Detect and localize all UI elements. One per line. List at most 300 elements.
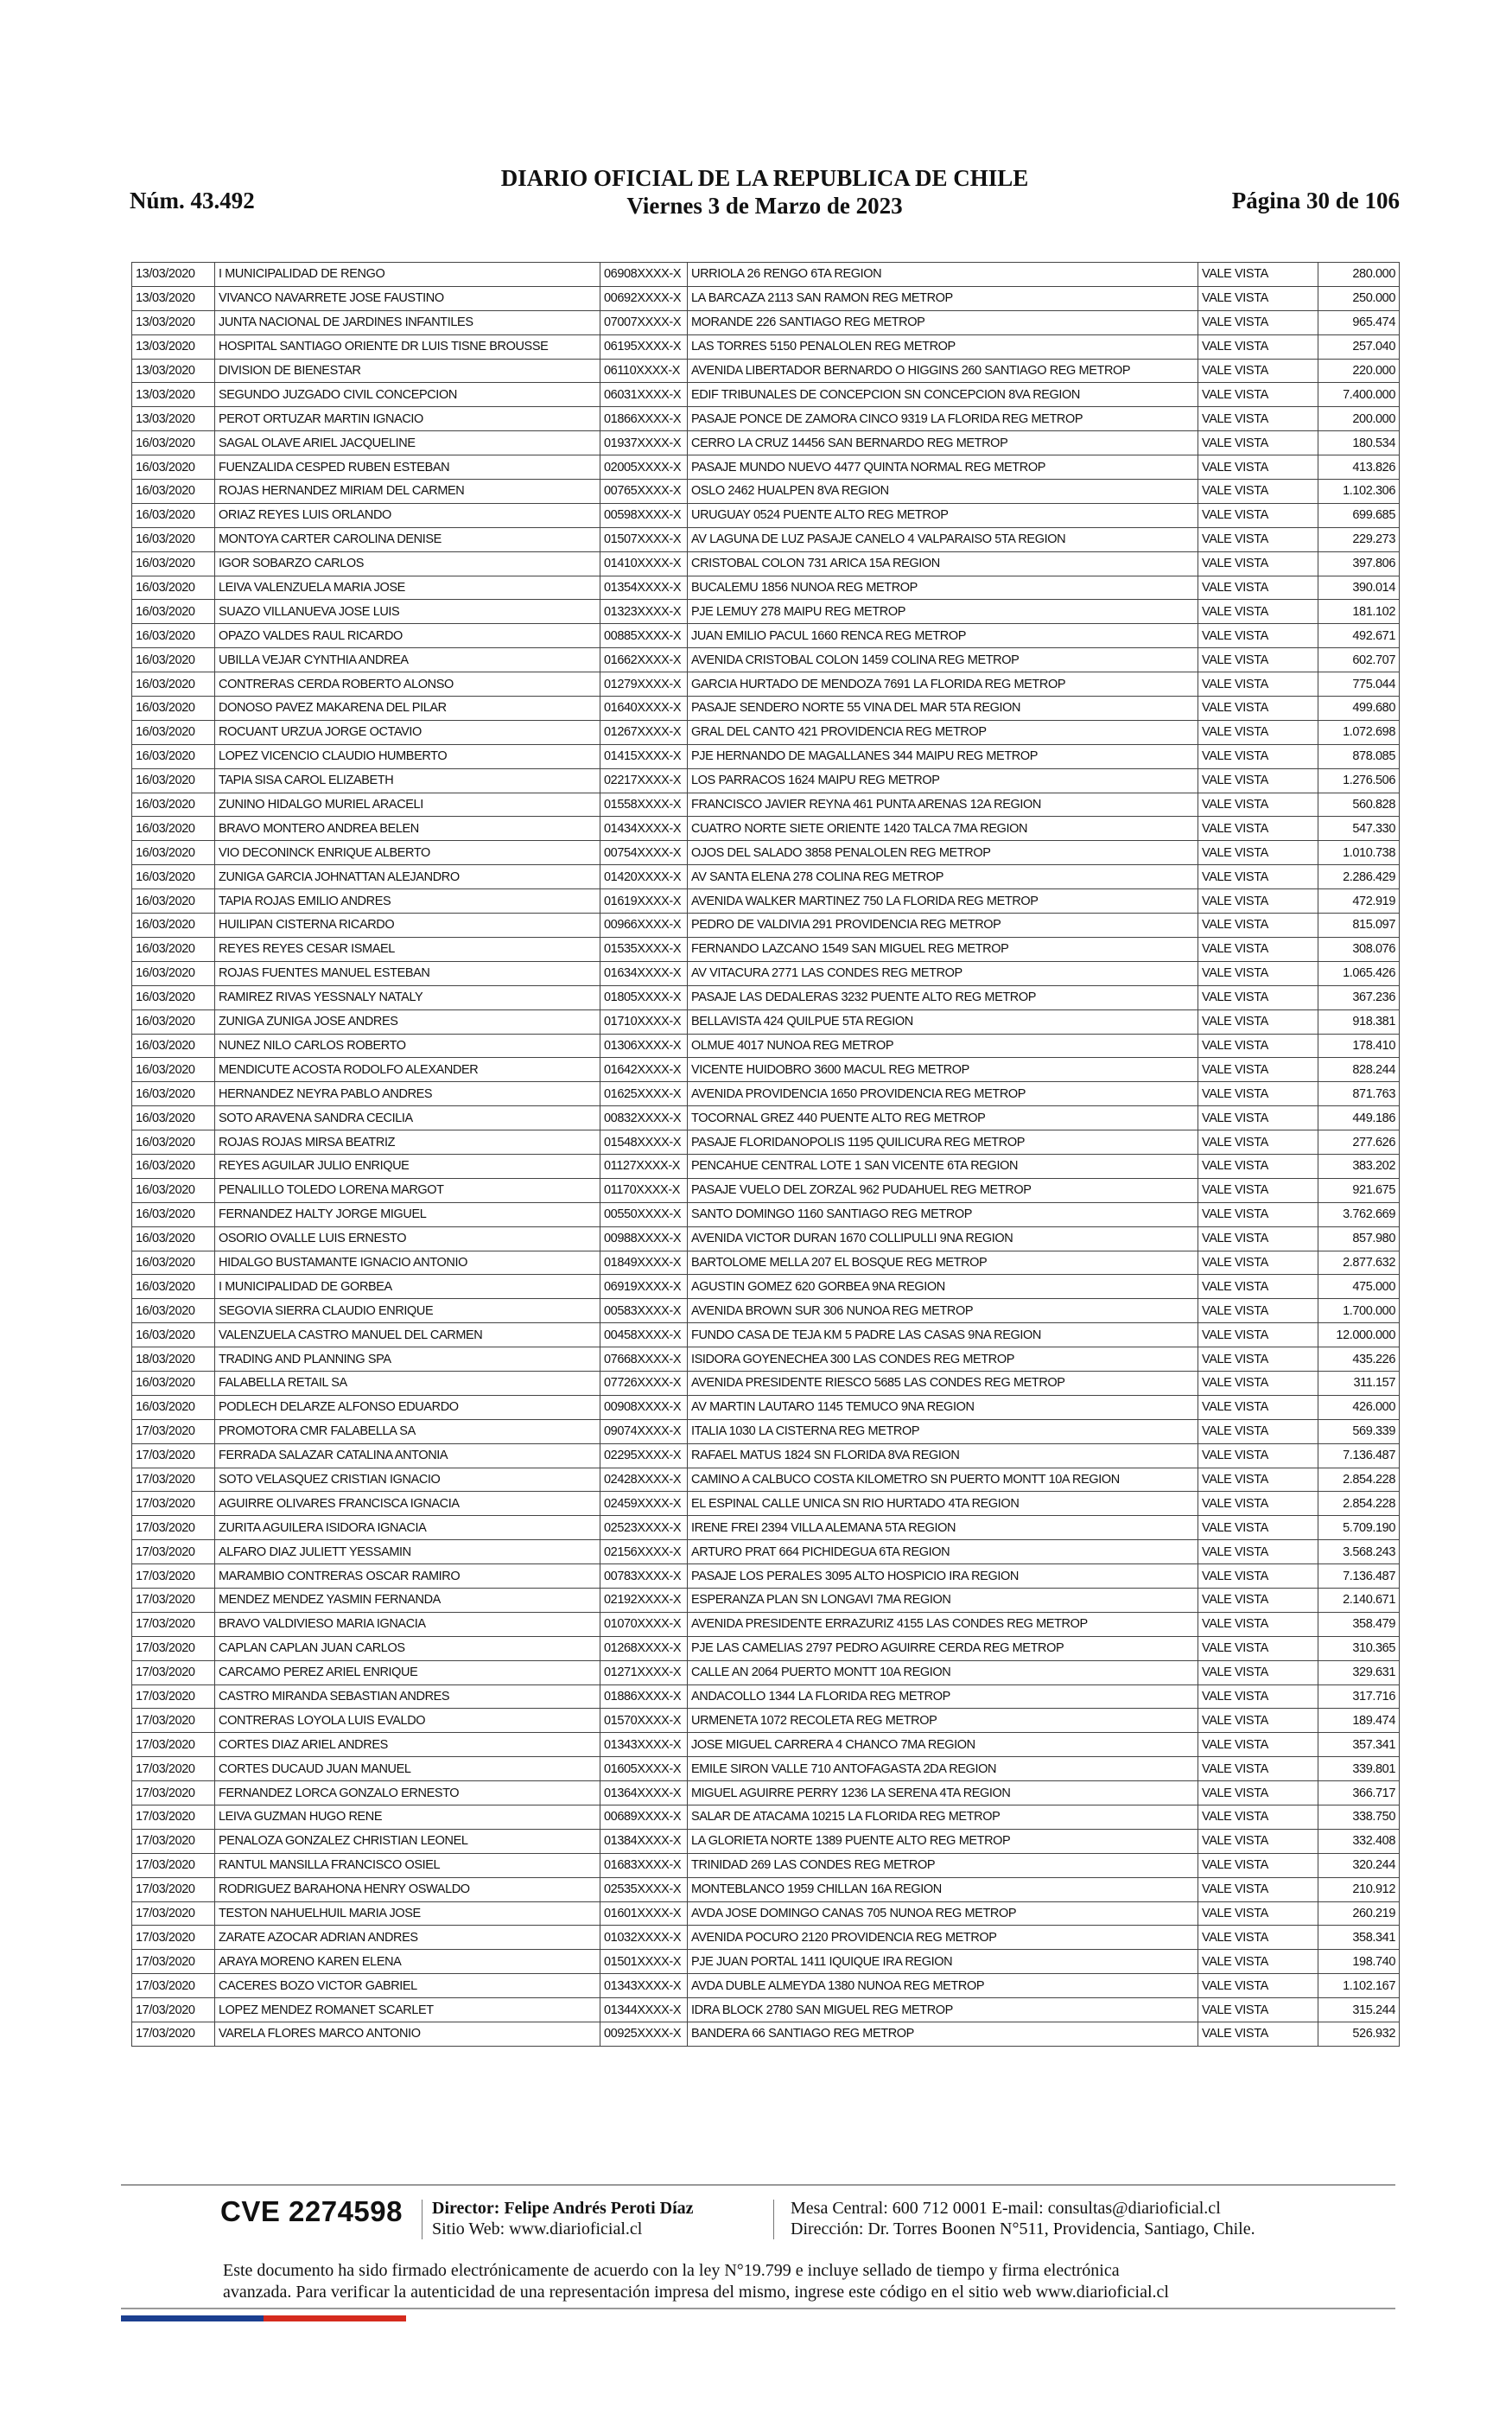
- cell-beneficiary: TAPIA ROJAS EMILIO ANDRES: [215, 889, 600, 914]
- table-row: [132, 1636, 1400, 1660]
- cell-amount: 1.102.167: [1318, 1974, 1400, 1998]
- table-row: [132, 1009, 1400, 1034]
- cell-rut: 01937XXXX-X: [600, 431, 688, 455]
- cell-date: 17/03/2020: [132, 2022, 215, 2047]
- cell-address: AVENIDA POCURO 2120 PROVIDENCIA REG METROP: [688, 1926, 1198, 1950]
- signature-notice-line: avanzada. Para verificar la autenticidad de una representación impresa del mismo, ingrese este código en el sitio web www.diarioficial.cl: [223, 2283, 1169, 2302]
- table-row: [132, 576, 1400, 600]
- cell-address: CRISTOBAL COLON 731 ARICA 15A REGION: [688, 551, 1198, 576]
- cell-date: 16/03/2020: [132, 431, 215, 455]
- cell-amount: 918.381: [1318, 1009, 1400, 1034]
- cell-rut: 02535XXXX-X: [600, 1877, 688, 1901]
- cell-date: 16/03/2020: [132, 768, 215, 793]
- table-row: [132, 672, 1400, 697]
- footer-top-rule: [121, 2184, 1395, 2186]
- cell-instrument: VALE VISTA: [1198, 744, 1318, 768]
- cell-instrument: VALE VISTA: [1198, 985, 1318, 1009]
- table-row: [132, 648, 1400, 672]
- cell-date: 13/03/2020: [132, 286, 215, 310]
- cell-date: 17/03/2020: [132, 1612, 215, 1636]
- cell-instrument: VALE VISTA: [1198, 1082, 1318, 1106]
- cell-instrument: VALE VISTA: [1198, 1781, 1318, 1805]
- cell-rut: 01507XXXX-X: [600, 527, 688, 551]
- cell-address: PJE JUAN PORTAL 1411 IQUIQUE IRA REGION: [688, 1950, 1198, 1974]
- table-row: [132, 961, 1400, 985]
- cell-rut: 01344XXXX-X: [600, 1998, 688, 2022]
- cell-instrument: VALE VISTA: [1198, 1684, 1318, 1709]
- cell-address: ARTURO PRAT 664 PICHIDEGUA 6TA REGION: [688, 1540, 1198, 1564]
- records-table-wrapper: [131, 262, 1399, 2047]
- cell-rut: 01710XXXX-X: [600, 1009, 688, 1034]
- cell-beneficiary: HERNANDEZ NEYRA PABLO ANDRES: [215, 1082, 600, 1106]
- cell-date: 17/03/2020: [132, 1516, 215, 1540]
- cell-beneficiary: FUENZALIDA CESPED RUBEN ESTEBAN: [215, 455, 600, 480]
- cell-rut: 01548XXXX-X: [600, 1130, 688, 1155]
- cell-beneficiary: CARCAMO PEREZ ARIEL ENRIQUE: [215, 1660, 600, 1684]
- cell-address: AGUSTIN GOMEZ 620 GORBEA 9NA REGION: [688, 1275, 1198, 1299]
- cell-amount: 2.854.228: [1318, 1492, 1400, 1516]
- cell-amount: 277.626: [1318, 1130, 1400, 1155]
- cell-address: AV LAGUNA DE LUZ PASAJE CANELO 4 VALPARAISO 5TA REGION: [688, 527, 1198, 551]
- cell-rut: 01354XXXX-X: [600, 576, 688, 600]
- cell-date: 16/03/2020: [132, 1130, 215, 1155]
- cell-beneficiary: VALENZUELA CASTRO MANUEL DEL CARMEN: [215, 1323, 600, 1347]
- table-row: [132, 1660, 1400, 1684]
- table-row: [132, 1540, 1400, 1564]
- cell-amount: 260.219: [1318, 1901, 1400, 1926]
- publication-title: [130, 164, 1400, 220]
- cell-amount: 181.102: [1318, 600, 1400, 624]
- cell-beneficiary: PENALILLO TOLEDO LORENA MARGOT: [215, 1178, 600, 1202]
- table-row: [132, 889, 1400, 914]
- cell-amount: 180.534: [1318, 431, 1400, 455]
- cell-instrument: VALE VISTA: [1198, 889, 1318, 914]
- cell-amount: 397.806: [1318, 551, 1400, 576]
- table-row: [132, 1299, 1400, 1323]
- cell-beneficiary: FALABELLA RETAIL SA: [215, 1371, 600, 1395]
- table-row: [132, 1950, 1400, 1974]
- cell-amount: 332.408: [1318, 1829, 1400, 1853]
- cell-rut: 02192XXXX-X: [600, 1588, 688, 1612]
- cell-beneficiary: PEROT ORTUZAR MARTIN IGNACIO: [215, 407, 600, 431]
- cell-beneficiary: FERNANDEZ HALTY JORGE MIGUEL: [215, 1202, 600, 1226]
- cell-instrument: VALE VISTA: [1198, 1154, 1318, 1178]
- cell-rut: 01570XXXX-X: [600, 1709, 688, 1733]
- cell-date: 16/03/2020: [132, 1082, 215, 1106]
- cell-amount: 1.276.506: [1318, 768, 1400, 793]
- website[interactable]: Sitio Web: www.diarioficial.cl: [432, 2219, 643, 2238]
- cell-address: URMENETA 1072 RECOLETA REG METROP: [688, 1709, 1198, 1733]
- table-row: [132, 1395, 1400, 1419]
- cell-rut: 01601XXXX-X: [600, 1901, 688, 1926]
- cell-address: RAFAEL MATUS 1824 SN FLORIDA 8VA REGION: [688, 1443, 1198, 1468]
- cell-instrument: VALE VISTA: [1198, 1058, 1318, 1082]
- cell-address: OLMUE 4017 NUNOA REG METROP: [688, 1034, 1198, 1058]
- cell-amount: 499.680: [1318, 697, 1400, 721]
- cell-rut: 01886XXXX-X: [600, 1684, 688, 1709]
- cell-date: 13/03/2020: [132, 263, 215, 287]
- cell-date: 16/03/2020: [132, 1154, 215, 1178]
- cell-address: URRIOLA 26 RENGO 6TA REGION: [688, 263, 1198, 287]
- cell-amount: 315.244: [1318, 1998, 1400, 2022]
- table-row: [132, 1516, 1400, 1540]
- cell-amount: 965.474: [1318, 310, 1400, 334]
- cell-date: 16/03/2020: [132, 720, 215, 744]
- cell-instrument: VALE VISTA: [1198, 793, 1318, 817]
- cell-rut: 01642XXXX-X: [600, 1058, 688, 1082]
- cell-address: BANDERA 66 SANTIAGO REG METROP: [688, 2022, 1198, 2047]
- cell-beneficiary: BRAVO MONTERO ANDREA BELEN: [215, 817, 600, 841]
- cell-amount: 7.136.487: [1318, 1443, 1400, 1468]
- cell-address: CERRO LA CRUZ 14456 SAN BERNARDO REG METROP: [688, 431, 1198, 455]
- cell-beneficiary: ROJAS HERNANDEZ MIRIAM DEL CARMEN: [215, 480, 600, 504]
- cell-instrument: VALE VISTA: [1198, 1299, 1318, 1323]
- table-row: [132, 1251, 1400, 1275]
- cell-date: 13/03/2020: [132, 407, 215, 431]
- cell-instrument: VALE VISTA: [1198, 1468, 1318, 1492]
- cell-instrument: VALE VISTA: [1198, 1660, 1318, 1684]
- cell-beneficiary: HOSPITAL SANTIAGO ORIENTE DR LUIS TISNE BROUSSE: [215, 334, 600, 359]
- cell-address: EDIF TRIBUNALES DE CONCEPCION SN CONCEPCION 8VA REGION: [688, 383, 1198, 407]
- cell-beneficiary: REYES AGUILAR JULIO ENRIQUE: [215, 1154, 600, 1178]
- cell-date: 16/03/2020: [132, 1178, 215, 1202]
- cell-address: TRINIDAD 269 LAS CONDES REG METROP: [688, 1853, 1198, 1877]
- cell-beneficiary: CASTRO MIRANDA SEBASTIAN ANDRES: [215, 1684, 600, 1709]
- cell-address: URUGUAY 0524 PUENTE ALTO REG METROP: [688, 503, 1198, 527]
- cell-rut: 02523XXXX-X: [600, 1516, 688, 1540]
- cell-beneficiary: RAMIREZ RIVAS YESSNALY NATALY: [215, 985, 600, 1009]
- table-row: [132, 1468, 1400, 1492]
- cell-instrument: VALE VISTA: [1198, 937, 1318, 961]
- cell-rut: 02156XXXX-X: [600, 1540, 688, 1564]
- cell-instrument: VALE VISTA: [1198, 1202, 1318, 1226]
- cell-instrument: VALE VISTA: [1198, 672, 1318, 697]
- page-number: Página 30 de 106: [1231, 188, 1400, 213]
- cell-address: ITALIA 1030 LA CISTERNA REG METROP: [688, 1419, 1198, 1443]
- table-row: [132, 407, 1400, 431]
- table-row: [132, 1757, 1400, 1781]
- cell-date: 17/03/2020: [132, 1926, 215, 1950]
- table-row: [132, 865, 1400, 889]
- cell-address: PASAJE PONCE DE ZAMORA CINCO 9319 LA FLORIDA REG METROP: [688, 407, 1198, 431]
- table-row: [132, 455, 1400, 480]
- cell-beneficiary: PODLECH DELARZE ALFONSO EDUARDO: [215, 1395, 600, 1419]
- cell-rut: 00832XXXX-X: [600, 1106, 688, 1130]
- cell-instrument: VALE VISTA: [1198, 1829, 1318, 1853]
- table-row: [132, 1974, 1400, 1998]
- cell-date: 16/03/2020: [132, 551, 215, 576]
- table-row: [132, 383, 1400, 407]
- cell-rut: 00754XXXX-X: [600, 841, 688, 865]
- cell-instrument: VALE VISTA: [1198, 1106, 1318, 1130]
- cell-instrument: VALE VISTA: [1198, 914, 1318, 938]
- cell-instrument: VALE VISTA: [1198, 697, 1318, 721]
- cell-date: 16/03/2020: [132, 937, 215, 961]
- cell-beneficiary: MENDEZ MENDEZ YASMIN FERNANDA: [215, 1588, 600, 1612]
- cell-date: 16/03/2020: [132, 1395, 215, 1419]
- cell-address: PENCAHUE CENTRAL LOTE 1 SAN VICENTE 6TA REGION: [688, 1154, 1198, 1178]
- cell-amount: 320.244: [1318, 1853, 1400, 1877]
- cell-beneficiary: TESTON NAHUELHUIL MARIA JOSE: [215, 1901, 600, 1926]
- cell-beneficiary: NUNEZ NILO CARLOS ROBERTO: [215, 1034, 600, 1058]
- table-row: [132, 1853, 1400, 1877]
- cell-beneficiary: SEGOVIA SIERRA CLAUDIO ENRIQUE: [215, 1299, 600, 1323]
- cell-beneficiary: CORTES DIAZ ARIEL ANDRES: [215, 1733, 600, 1757]
- cell-address: IRENE FREI 2394 VILLA ALEMANA 5TA REGION: [688, 1516, 1198, 1540]
- cell-amount: 200.000: [1318, 407, 1400, 431]
- table-row: [132, 480, 1400, 504]
- cell-instrument: VALE VISTA: [1198, 286, 1318, 310]
- cell-instrument: VALE VISTA: [1198, 480, 1318, 504]
- table-row: [132, 1202, 1400, 1226]
- cell-date: 16/03/2020: [132, 527, 215, 551]
- cell-instrument: VALE VISTA: [1198, 1901, 1318, 1926]
- cell-beneficiary: ZURITA AGUILERA ISIDORA IGNACIA: [215, 1516, 600, 1540]
- cell-amount: 178.410: [1318, 1034, 1400, 1058]
- cell-date: 17/03/2020: [132, 1781, 215, 1805]
- cell-rut: 01267XXXX-X: [600, 720, 688, 744]
- cell-instrument: VALE VISTA: [1198, 1733, 1318, 1757]
- cell-beneficiary: LEIVA GUZMAN HUGO RENE: [215, 1805, 600, 1830]
- cell-instrument: VALE VISTA: [1198, 1275, 1318, 1299]
- cell-instrument: VALE VISTA: [1198, 431, 1318, 455]
- cell-amount: 220.000: [1318, 359, 1400, 383]
- cell-amount: 317.716: [1318, 1684, 1400, 1709]
- cell-address: AVENIDA BROWN SUR 306 NUNOA REG METROP: [688, 1299, 1198, 1323]
- cell-beneficiary: FERNANDEZ LORCA GONZALO ERNESTO: [215, 1781, 600, 1805]
- cell-beneficiary: ZUNIGA GARCIA JOHNATTAN ALEJANDRO: [215, 865, 600, 889]
- cell-amount: 602.707: [1318, 648, 1400, 672]
- cell-date: 16/03/2020: [132, 1299, 215, 1323]
- cell-date: 16/03/2020: [132, 1106, 215, 1130]
- cell-instrument: VALE VISTA: [1198, 961, 1318, 985]
- table-row: [132, 1709, 1400, 1733]
- cell-date: 17/03/2020: [132, 1492, 215, 1516]
- cell-rut: 00458XXXX-X: [600, 1323, 688, 1347]
- cell-date: 17/03/2020: [132, 1443, 215, 1468]
- cell-rut: 01805XXXX-X: [600, 985, 688, 1009]
- cell-address: AVENIDA PROVIDENCIA 1650 PROVIDENCIA REG METROP: [688, 1082, 1198, 1106]
- cell-beneficiary: HIDALGO BUSTAMANTE IGNACIO ANTONIO: [215, 1251, 600, 1275]
- records-table: [131, 262, 1400, 2047]
- cell-address: PJE HERNANDO DE MAGALLANES 344 MAIPU REG METROP: [688, 744, 1198, 768]
- cell-date: 17/03/2020: [132, 1974, 215, 1998]
- cell-amount: 357.341: [1318, 1733, 1400, 1757]
- table-row: [132, 1419, 1400, 1443]
- cell-amount: 921.675: [1318, 1178, 1400, 1202]
- cell-amount: 492.671: [1318, 624, 1400, 648]
- cell-date: 13/03/2020: [132, 334, 215, 359]
- cell-date: 16/03/2020: [132, 865, 215, 889]
- cell-address: AV VITACURA 2771 LAS CONDES REG METROP: [688, 961, 1198, 985]
- cell-rut: 01683XXXX-X: [600, 1853, 688, 1877]
- table-row: [132, 937, 1400, 961]
- cell-address: OJOS DEL SALADO 3858 PENALOLEN REG METROP: [688, 841, 1198, 865]
- cell-date: 16/03/2020: [132, 697, 215, 721]
- cell-rut: 01634XXXX-X: [600, 961, 688, 985]
- cell-rut: 01268XXXX-X: [600, 1636, 688, 1660]
- issue-number: Núm. 43.492: [130, 188, 255, 213]
- cell-instrument: VALE VISTA: [1198, 1034, 1318, 1058]
- page-header: [130, 164, 1400, 219]
- cell-rut: 00689XXXX-X: [600, 1805, 688, 1830]
- cell-address: AVENIDA CRISTOBAL COLON 1459 COLINA REG METROP: [688, 648, 1198, 672]
- cell-address: LA BARCAZA 2113 SAN RAMON REG METROP: [688, 286, 1198, 310]
- cell-beneficiary: ZUNINO HIDALGO MURIEL ARACELI: [215, 793, 600, 817]
- cell-rut: 09074XXXX-X: [600, 1419, 688, 1443]
- cell-address: ESPERANZA PLAN SN LONGAVI 7MA REGION: [688, 1588, 1198, 1612]
- cell-beneficiary: ROCUANT URZUA JORGE OCTAVIO: [215, 720, 600, 744]
- cell-instrument: VALE VISTA: [1198, 1395, 1318, 1419]
- cell-instrument: VALE VISTA: [1198, 1805, 1318, 1830]
- cell-address: BARTOLOME MELLA 207 EL BOSQUE REG METROP: [688, 1251, 1198, 1275]
- cell-rut: 01032XXXX-X: [600, 1926, 688, 1950]
- cell-amount: 358.479: [1318, 1612, 1400, 1636]
- cell-date: 17/03/2020: [132, 1733, 215, 1757]
- cell-instrument: VALE VISTA: [1198, 1950, 1318, 1974]
- table-row: [132, 1829, 1400, 1853]
- cell-amount: 210.912: [1318, 1877, 1400, 1901]
- cell-instrument: VALE VISTA: [1198, 1130, 1318, 1155]
- cell-beneficiary: SAGAL OLAVE ARIEL JACQUELINE: [215, 431, 600, 455]
- cell-date: 17/03/2020: [132, 1468, 215, 1492]
- cell-address: BELLAVISTA 424 QUILPUE 5TA REGION: [688, 1009, 1198, 1034]
- cell-rut: 01849XXXX-X: [600, 1251, 688, 1275]
- cell-date: 17/03/2020: [132, 1998, 215, 2022]
- cell-address: FUNDO CASA DE TEJA KM 5 PADRE LAS CASAS 9NA REGION: [688, 1323, 1198, 1347]
- director-name: Director: Felipe Andrés Peroti Díaz: [432, 2199, 694, 2218]
- cell-beneficiary: UBILLA VEJAR CYNTHIA ANDREA: [215, 648, 600, 672]
- cell-address: LA GLORIETA NORTE 1389 PUENTE ALTO REG METROP: [688, 1829, 1198, 1853]
- table-row: [132, 1612, 1400, 1636]
- cell-date: 13/03/2020: [132, 359, 215, 383]
- cell-instrument: VALE VISTA: [1198, 1540, 1318, 1564]
- cell-address: LOS PARRACOS 1624 MAIPU REG METROP: [688, 768, 1198, 793]
- cell-amount: 871.763: [1318, 1082, 1400, 1106]
- cell-instrument: VALE VISTA: [1198, 407, 1318, 431]
- flag-stripe: [121, 2315, 406, 2321]
- cell-amount: 12.000.000: [1318, 1323, 1400, 1347]
- cell-address: AVDA JOSE DOMINGO CANAS 705 NUNOA REG METROP: [688, 1901, 1198, 1926]
- cell-address: AVENIDA LIBERTADOR BERNARDO O HIGGINS 260 SANTIAGO REG METROP: [688, 359, 1198, 383]
- cell-amount: 366.717: [1318, 1781, 1400, 1805]
- cell-date: 16/03/2020: [132, 1371, 215, 1395]
- cell-instrument: VALE VISTA: [1198, 1178, 1318, 1202]
- cell-date: 16/03/2020: [132, 480, 215, 504]
- table-row: [132, 1347, 1400, 1372]
- cell-amount: 560.828: [1318, 793, 1400, 817]
- cell-address: PASAJE MUNDO NUEVO 4477 QUINTA NORMAL REG METROP: [688, 455, 1198, 480]
- cell-date: 16/03/2020: [132, 648, 215, 672]
- cell-instrument: VALE VISTA: [1198, 334, 1318, 359]
- cell-amount: 1.072.698: [1318, 720, 1400, 744]
- table-row: [132, 744, 1400, 768]
- table-row: [132, 359, 1400, 383]
- cell-instrument: VALE VISTA: [1198, 624, 1318, 648]
- cell-rut: 01343XXXX-X: [600, 1733, 688, 1757]
- cell-date: 16/03/2020: [132, 961, 215, 985]
- footer-separator: [773, 2200, 774, 2239]
- table-row: [132, 431, 1400, 455]
- table-row: [132, 1877, 1400, 1901]
- cell-rut: 02428XXXX-X: [600, 1468, 688, 1492]
- cell-beneficiary: BRAVO VALDIVIESO MARIA IGNACIA: [215, 1612, 600, 1636]
- cell-instrument: VALE VISTA: [1198, 1419, 1318, 1443]
- table-row: [132, 1323, 1400, 1347]
- cell-amount: 2.140.671: [1318, 1588, 1400, 1612]
- cell-beneficiary: ALFARO DIAZ JULIETT YESSAMIN: [215, 1540, 600, 1564]
- cell-date: 16/03/2020: [132, 985, 215, 1009]
- cell-date: 16/03/2020: [132, 503, 215, 527]
- cell-address: PASAJE SENDERO NORTE 55 VINA DEL MAR 5TA REGION: [688, 697, 1198, 721]
- cell-amount: 815.097: [1318, 914, 1400, 938]
- cell-instrument: VALE VISTA: [1198, 1251, 1318, 1275]
- cell-address: TOCORNAL GREZ 440 PUENTE ALTO REG METROP: [688, 1106, 1198, 1130]
- cell-amount: 339.801: [1318, 1757, 1400, 1781]
- cell-date: 16/03/2020: [132, 624, 215, 648]
- cell-amount: 449.186: [1318, 1106, 1400, 1130]
- cell-beneficiary: DIVISION DE BIENESTAR: [215, 359, 600, 383]
- cell-address: FERNANDO LAZCANO 1549 SAN MIGUEL REG METROP: [688, 937, 1198, 961]
- cell-address: MORANDE 226 SANTIAGO REG METROP: [688, 310, 1198, 334]
- cell-beneficiary: VIO DECONINCK ENRIQUE ALBERTO: [215, 841, 600, 865]
- table-row: [132, 1564, 1400, 1589]
- cell-instrument: VALE VISTA: [1198, 1853, 1318, 1877]
- table-row: [132, 310, 1400, 334]
- cell-date: 17/03/2020: [132, 1419, 215, 1443]
- cell-beneficiary: VIVANCO NAVARRETE JOSE FAUSTINO: [215, 286, 600, 310]
- table-row: [132, 600, 1400, 624]
- cell-instrument: VALE VISTA: [1198, 1588, 1318, 1612]
- cell-date: 16/03/2020: [132, 1275, 215, 1299]
- cell-instrument: VALE VISTA: [1198, 1009, 1318, 1034]
- cell-address: JOSE MIGUEL CARRERA 4 CHANCO 7MA REGION: [688, 1733, 1198, 1757]
- cell-date: 16/03/2020: [132, 841, 215, 865]
- table-row: [132, 1275, 1400, 1299]
- table-row: [132, 1106, 1400, 1130]
- table-row: [132, 334, 1400, 359]
- cell-rut: 07726XXXX-X: [600, 1371, 688, 1395]
- cell-instrument: VALE VISTA: [1198, 359, 1318, 383]
- cell-date: 17/03/2020: [132, 1588, 215, 1612]
- publication-date: Viernes 3 de Marzo de 2023: [626, 193, 903, 219]
- table-row: [132, 1034, 1400, 1058]
- cell-beneficiary: MENDICUTE ACOSTA RODOLFO ALEXANDER: [215, 1058, 600, 1082]
- cell-address: AVDA DUBLE ALMEYDA 1380 NUNOA REG METROP: [688, 1974, 1198, 1998]
- table-row: [132, 1805, 1400, 1830]
- cell-date: 13/03/2020: [132, 310, 215, 334]
- cell-amount: 257.040: [1318, 334, 1400, 359]
- table-row: [132, 1492, 1400, 1516]
- cell-rut: 00925XXXX-X: [600, 2022, 688, 2047]
- office-address: Dirección: Dr. Torres Boonen N°511, Providencia, Santiago, Chile.: [791, 2219, 1255, 2238]
- cell-address: PEDRO DE VALDIVIA 291 PROVIDENCIA REG METROP: [688, 914, 1198, 938]
- cell-address: AVENIDA WALKER MARTINEZ 750 LA FLORIDA REG METROP: [688, 889, 1198, 914]
- cell-beneficiary: I MUNICIPALIDAD DE GORBEA: [215, 1275, 600, 1299]
- cell-beneficiary: VARELA FLORES MARCO ANTONIO: [215, 2022, 600, 2047]
- table-row: [132, 1082, 1400, 1106]
- cell-rut: 01170XXXX-X: [600, 1178, 688, 1202]
- cell-beneficiary: I MUNICIPALIDAD DE RENGO: [215, 263, 600, 287]
- footer-bottom-rule: [121, 2308, 1395, 2309]
- cell-beneficiary: CACERES BOZO VICTOR GABRIEL: [215, 1974, 600, 1998]
- cell-date: 17/03/2020: [132, 1877, 215, 1901]
- cell-instrument: VALE VISTA: [1198, 1757, 1318, 1781]
- cell-amount: 7.400.000: [1318, 383, 1400, 407]
- cell-rut: 06919XXXX-X: [600, 1275, 688, 1299]
- cell-rut: 01271XXXX-X: [600, 1660, 688, 1684]
- cell-date: 16/03/2020: [132, 793, 215, 817]
